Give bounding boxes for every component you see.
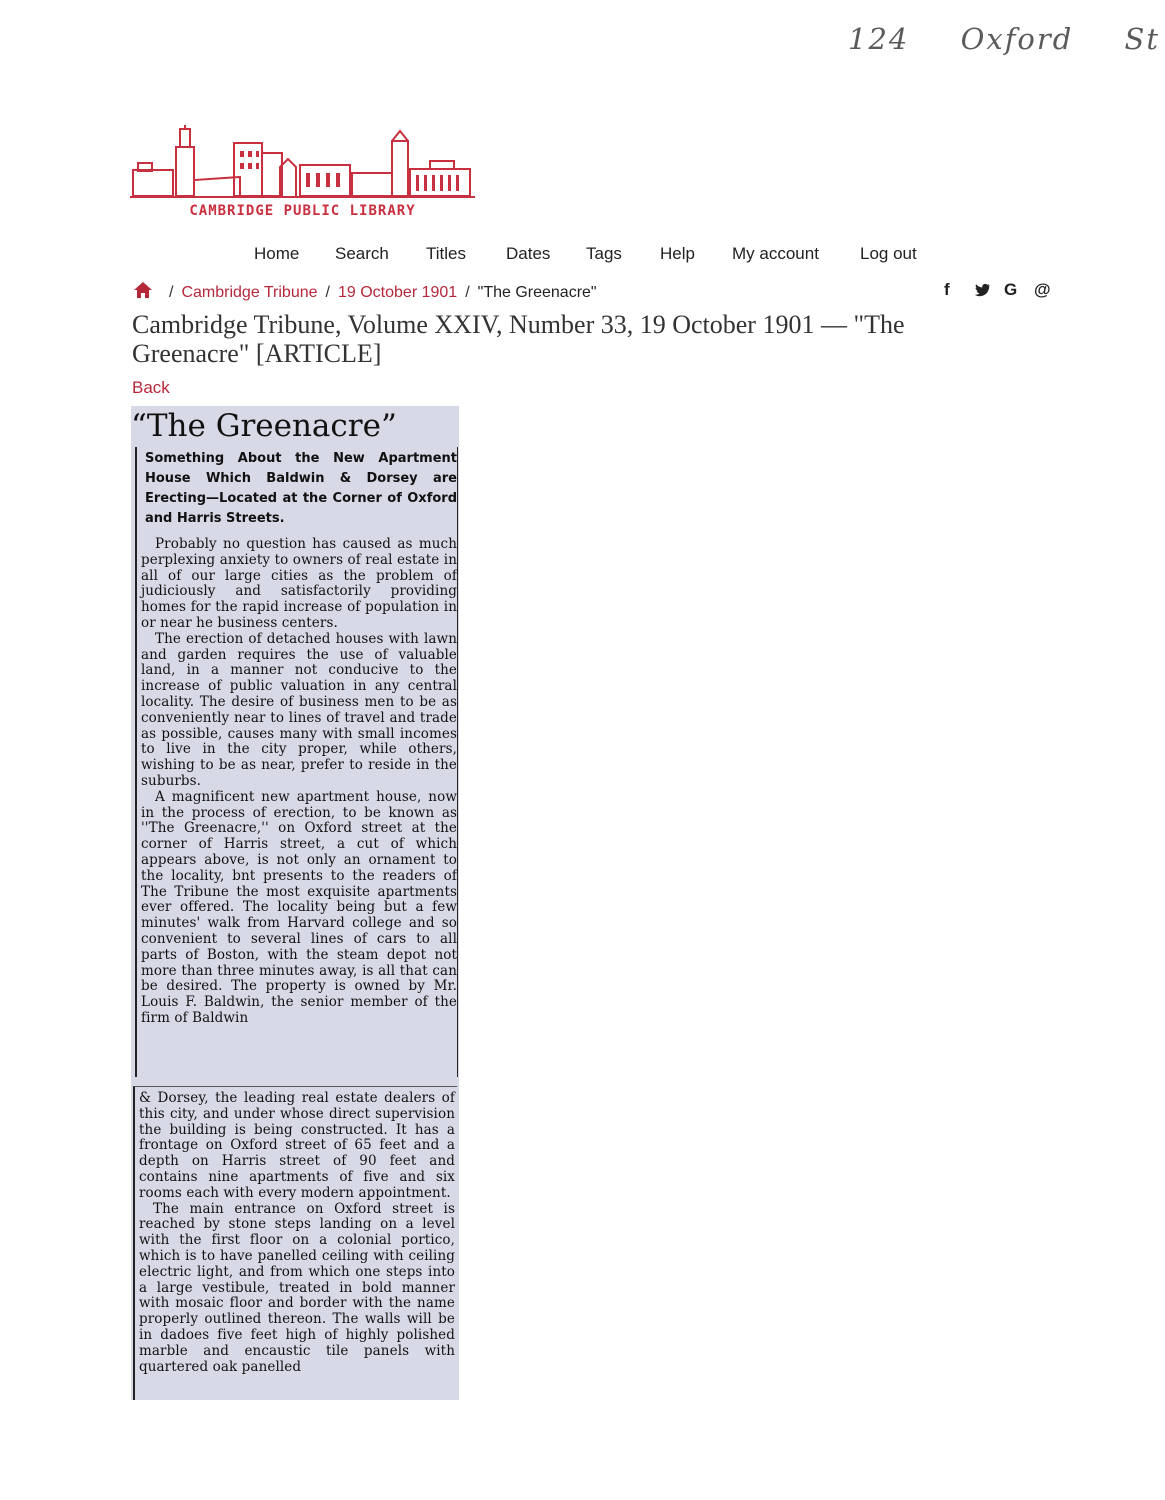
nav-help[interactable]: Help xyxy=(660,244,695,263)
google-icon[interactable]: G xyxy=(1004,280,1018,299)
nav-titles[interactable]: Titles xyxy=(426,244,466,263)
article-body xyxy=(141,537,457,1027)
page-title: Cambridge Tribune, Volume XXIV, Number 33, 19 October 1901 — "The Greenacre" [ARTICLE] xyxy=(132,310,905,368)
article-column-1 xyxy=(135,447,458,1077)
breadcrumb xyxy=(133,281,597,303)
breadcrumb-separator: / xyxy=(325,284,330,301)
breadcrumb-separator: / xyxy=(169,284,174,301)
breadcrumb-separator: / xyxy=(465,284,470,301)
library-logo-text: CAMBRIDGE PUBLIC LIBRARY xyxy=(189,203,416,219)
nav-home[interactable]: Home xyxy=(254,244,300,263)
article-paragraph: The main entrance on Oxford street is reached by stone steps landing on a level with the first floor on a colonial portico, which is to have panelled ceiling with ceiling electric light, and from which one steps into a large vestibule, treated in bold manner with mosaic floor and border with the name properly outlined thereon. The walls will be in dadoes five feet high of highly polished marble and encaustic tile panels with quartered oak panelled xyxy=(139,1200,455,1375)
email-icon[interactable]: @ xyxy=(1034,280,1051,299)
breadcrumb-item-issue[interactable]: 19 October 1901 xyxy=(337,284,458,301)
article-body-continued xyxy=(139,1091,455,1375)
article-headline: “The Greenacre” xyxy=(131,408,397,444)
back-link[interactable]: Back xyxy=(132,378,170,397)
nav-my-account[interactable]: My account xyxy=(732,244,819,263)
nav-dates[interactable]: Dates xyxy=(506,244,551,263)
breadcrumb-item-current: "The Greenacre" xyxy=(477,284,597,301)
nav-log-out[interactable]: Log out xyxy=(860,244,917,263)
article-column-2 xyxy=(133,1086,457,1400)
nav-search[interactable]: Search xyxy=(335,244,389,263)
article-paragraph: Probably no question has caused as much perplexing anxiety to owners of real estate in all of our large cities as the problem of judiciously and satisfactorily providing homes for the rapid increase of population in or near he business centers. xyxy=(141,536,457,631)
article-paragraph: The erection of detached houses with lawn and garden requires the use of valuable land, in a manner not conducive to the increase of public valuation in any central locality. The desire of business men to be as conveniently near to lines of travel and trade as possible, causes many with small incomes to live in the city proper, while others, wishing to be as near, prefer to reside in the suburbs. xyxy=(141,630,457,789)
facebook-icon[interactable]: f xyxy=(944,280,950,299)
nav-tags[interactable]: Tags xyxy=(586,244,622,263)
article-subheading: Something About the New Apartment House Which Baldwin & Dorsey are Erecting—Located at the Corner of Oxford and Harris Streets. xyxy=(145,451,457,526)
main-nav xyxy=(0,244,1165,268)
home-icon[interactable] xyxy=(133,281,153,299)
breadcrumb-item-publication[interactable]: Cambridge Tribune xyxy=(181,284,318,301)
article-paragraph: & Dorsey, the leading real estate dealers of this city, and under whose direct supervision the building is being constructed. It has a frontage on Oxford street of 65 feet and a depth on Harris street of 90 feet and contains nine apartments of five and six rooms each with every modern appointment. xyxy=(139,1090,455,1201)
article-paragraph: A magnificent new apartment house, now in the process of erection, to be known as ''The Greenacre,'' on Oxford street at the corner of Harris street, a cut of which appears above, is not only an ornament to the locality, bnt presents to the readers of The Tribune the most exquisite apartments ever offered. The locality being but a few minutes' walk from Harvard college and so convenient to several lines of cars to all parts of Boston, with the steam depot not more than three minutes away, is all that can be desired. The property is owned by Mr. Louis F. Baldwin, the senior member of the firm of Baldwin xyxy=(141,788,457,1026)
article-clipping-image xyxy=(131,406,459,1400)
handwritten-annotation: 124 Oxford St xyxy=(848,22,1161,56)
twitter-icon[interactable] xyxy=(974,283,990,297)
